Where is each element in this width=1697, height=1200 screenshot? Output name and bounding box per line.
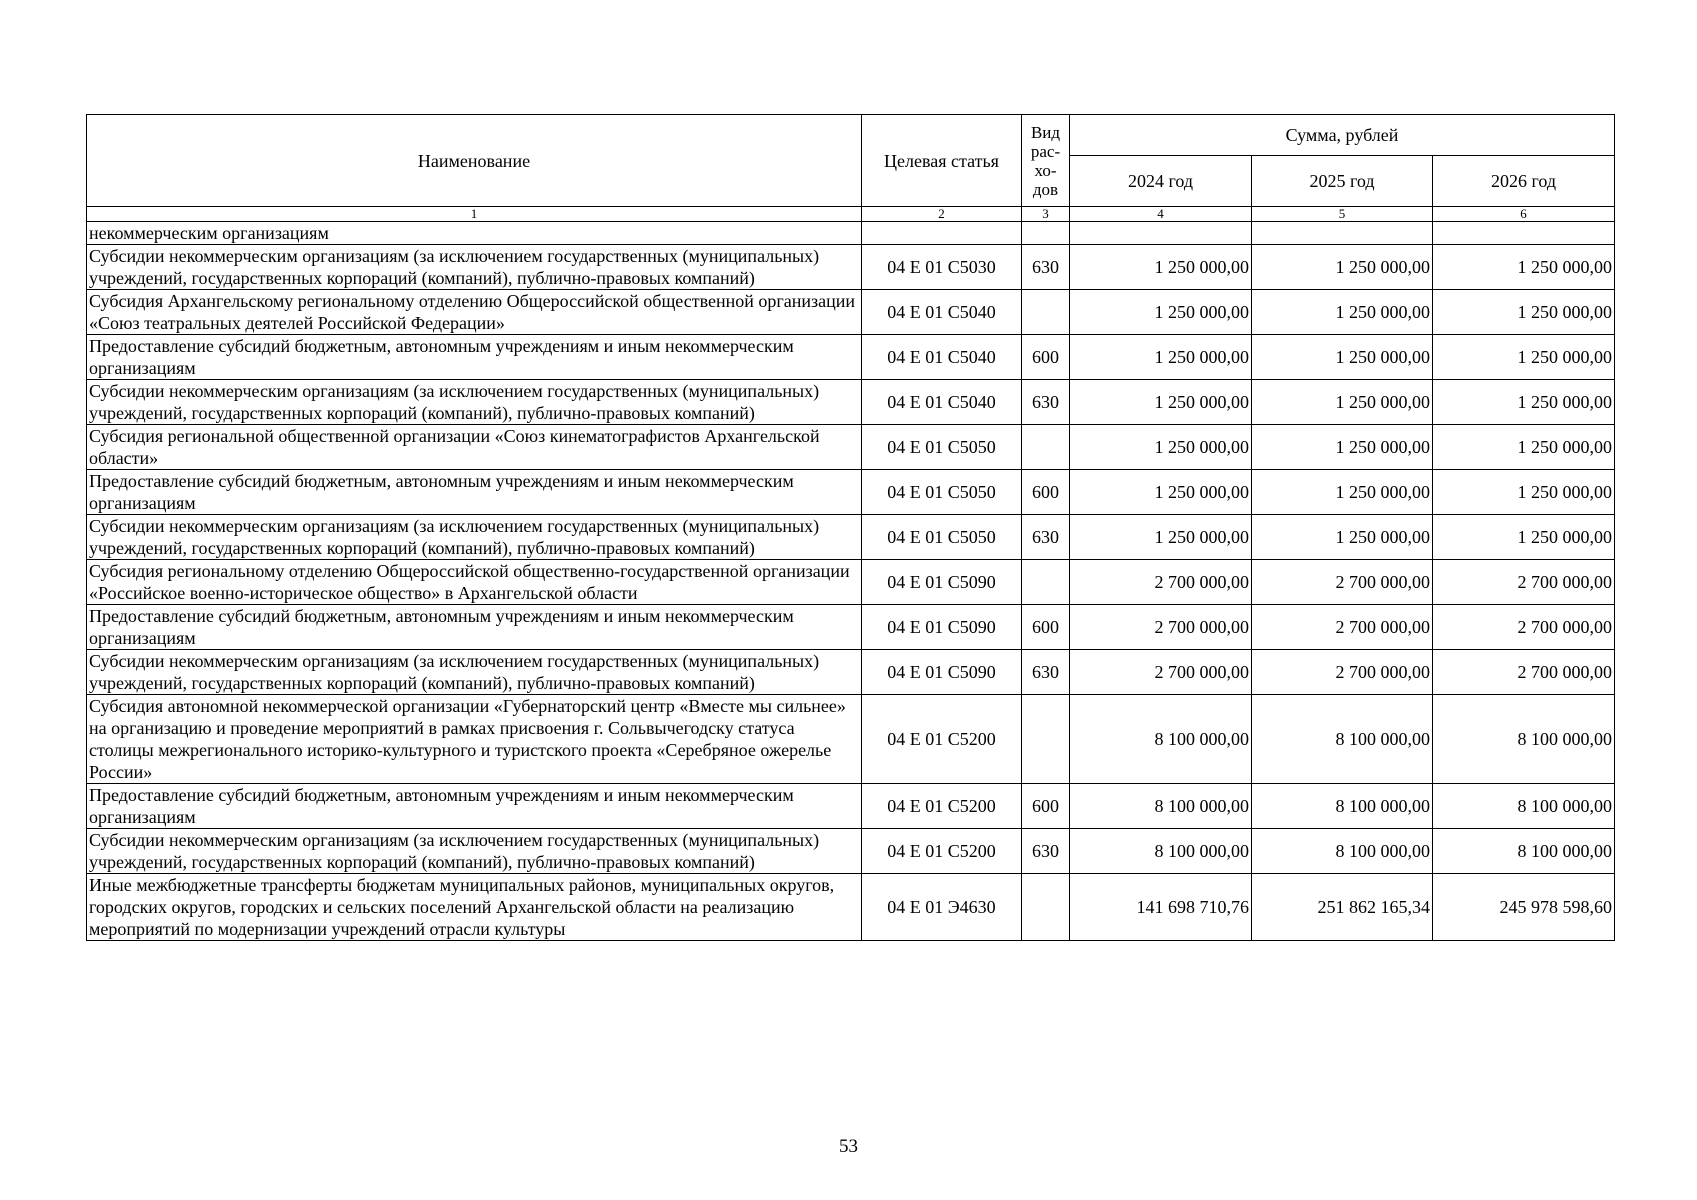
- row-expense-kind: 600: [1022, 605, 1070, 650]
- row-amount-2025: 1 250 000,00: [1252, 335, 1433, 380]
- row-expense-kind: [1022, 425, 1070, 470]
- row-name: некоммерческим организациям: [87, 222, 862, 245]
- row-name: Предоставление субсидий бюджетным, автономным учреждениям и иным некоммерческим организациям: [87, 470, 862, 515]
- table-row: [87, 380, 1615, 425]
- row-amount-2024: 1 250 000,00: [1070, 380, 1252, 425]
- row-amount-2025: 2 700 000,00: [1252, 605, 1433, 650]
- header-sum: Сумма, рублей: [1070, 115, 1615, 156]
- row-expense-kind: [1022, 290, 1070, 335]
- row-amount-2024: 2 700 000,00: [1070, 605, 1252, 650]
- row-amount-2024: 2 700 000,00: [1070, 650, 1252, 695]
- row-amount-2025: 251 862 165,34: [1252, 874, 1433, 941]
- row-amount-2026: 1 250 000,00: [1433, 380, 1615, 425]
- row-amount-2024: 1 250 000,00: [1070, 425, 1252, 470]
- row-amount-2024: 1 250 000,00: [1070, 245, 1252, 290]
- row-amount-2026: 1 250 000,00: [1433, 290, 1615, 335]
- row-target-article: 04 Е 01 С5200: [862, 829, 1022, 874]
- row-amount-2025: 1 250 000,00: [1252, 470, 1433, 515]
- column-number: 2: [862, 207, 1022, 222]
- row-name: Субсидия региональному отделению Общероссийской общественно-государственной организации «Российское военно-историческое общество» в Архангельской области: [87, 560, 862, 605]
- table-row: [87, 829, 1615, 874]
- row-amount-2024: [1070, 222, 1252, 245]
- table-row: [87, 222, 1615, 245]
- row-amount-2024: 1 250 000,00: [1070, 515, 1252, 560]
- header-name: Наименование: [87, 115, 862, 207]
- row-target-article: 04 Е 01 Э4630: [862, 874, 1022, 941]
- row-name: Предоставление субсидий бюджетным, автономным учреждениям и иным некоммерческим организациям: [87, 784, 862, 829]
- row-name: Субсидия региональной общественной организации «Союз кинематографистов Архангельской области»: [87, 425, 862, 470]
- row-amount-2025: 8 100 000,00: [1252, 784, 1433, 829]
- row-expense-kind: 630: [1022, 650, 1070, 695]
- row-amount-2025: 8 100 000,00: [1252, 829, 1433, 874]
- row-target-article: 04 Е 01 С5030: [862, 245, 1022, 290]
- row-name: Предоставление субсидий бюджетным, автономным учреждениям и иным некоммерческим организациям: [87, 335, 862, 380]
- row-amount-2026: 2 700 000,00: [1433, 560, 1615, 605]
- table-row: [87, 784, 1615, 829]
- row-target-article: 04 Е 01 С5040: [862, 290, 1022, 335]
- table-row: [87, 470, 1615, 515]
- row-name: Субсидии некоммерческим организациям (за исключением государственных (муниципальных) учреждений, государственных корпораций (компаний), публично-правовых компаний): [87, 245, 862, 290]
- row-target-article: 04 Е 01 С5040: [862, 335, 1022, 380]
- row-expense-kind: [1022, 560, 1070, 605]
- row-amount-2026: 2 700 000,00: [1433, 650, 1615, 695]
- row-amount-2025: 1 250 000,00: [1252, 515, 1433, 560]
- row-amount-2024: 8 100 000,00: [1070, 829, 1252, 874]
- column-number: 6: [1433, 207, 1615, 222]
- row-amount-2026: 8 100 000,00: [1433, 695, 1615, 784]
- header-expense-kind: Вид рас-хо-дов: [1022, 115, 1070, 207]
- table-body: [87, 222, 1615, 941]
- table-row: [87, 335, 1615, 380]
- row-target-article: 04 Е 01 С5040: [862, 380, 1022, 425]
- row-amount-2026: 1 250 000,00: [1433, 470, 1615, 515]
- row-amount-2025: 1 250 000,00: [1252, 290, 1433, 335]
- row-amount-2025: 1 250 000,00: [1252, 245, 1433, 290]
- table-row: [87, 695, 1615, 784]
- table-row: [87, 515, 1615, 560]
- row-name: Предоставление субсидий бюджетным, автономным учреждениям и иным некоммерческим организациям: [87, 605, 862, 650]
- row-target-article: 04 Е 01 С5200: [862, 784, 1022, 829]
- row-amount-2026: 1 250 000,00: [1433, 335, 1615, 380]
- table-row: [87, 605, 1615, 650]
- row-expense-kind: 600: [1022, 335, 1070, 380]
- row-amount-2025: 8 100 000,00: [1252, 695, 1433, 784]
- row-name: Иные межбюджетные трансферты бюджетам муниципальных районов, муниципальных округов, городских округов, городских и сельских поселений Архангельской области на реализацию мероприятий по модернизации учреждений отрасли культуры: [87, 874, 862, 941]
- row-amount-2024: 1 250 000,00: [1070, 335, 1252, 380]
- row-amount-2024: 8 100 000,00: [1070, 784, 1252, 829]
- column-number: 4: [1070, 207, 1252, 222]
- column-number: 5: [1252, 207, 1433, 222]
- row-amount-2024: 1 250 000,00: [1070, 470, 1252, 515]
- row-amount-2025: [1252, 222, 1433, 245]
- row-amount-2026: 8 100 000,00: [1433, 829, 1615, 874]
- row-expense-kind: 630: [1022, 380, 1070, 425]
- row-name: Субсидии некоммерческим организациям (за исключением государственных (муниципальных) учреждений, государственных корпораций (компаний), публично-правовых компаний): [87, 380, 862, 425]
- budget-table: [86, 114, 1615, 941]
- table-row: [87, 650, 1615, 695]
- row-amount-2026: 8 100 000,00: [1433, 784, 1615, 829]
- table-row: [87, 290, 1615, 335]
- row-expense-kind: [1022, 695, 1070, 784]
- row-target-article: 04 Е 01 С5050: [862, 515, 1022, 560]
- row-expense-kind: [1022, 874, 1070, 941]
- row-amount-2026: 2 700 000,00: [1433, 605, 1615, 650]
- column-number: 1: [87, 207, 862, 222]
- row-amount-2026: [1433, 222, 1615, 245]
- row-amount-2026: 1 250 000,00: [1433, 245, 1615, 290]
- row-target-article: 04 Е 01 С5050: [862, 425, 1022, 470]
- page-number: 53: [839, 1136, 858, 1157]
- row-name: Субсидии некоммерческим организациям (за исключением государственных (муниципальных) учреждений, государственных корпораций (компаний), публично-правовых компаний): [87, 515, 862, 560]
- table-row: [87, 874, 1615, 941]
- row-amount-2025: 1 250 000,00: [1252, 380, 1433, 425]
- header-year-2025: 2025 год: [1252, 156, 1433, 207]
- column-number: 3: [1022, 207, 1070, 222]
- row-target-article: 04 Е 01 С5050: [862, 470, 1022, 515]
- table-row: [87, 245, 1615, 290]
- row-amount-2025: 2 700 000,00: [1252, 650, 1433, 695]
- row-amount-2025: 1 250 000,00: [1252, 425, 1433, 470]
- table-row: [87, 560, 1615, 605]
- row-amount-2026: 1 250 000,00: [1433, 515, 1615, 560]
- row-amount-2026: 245 978 598,60: [1433, 874, 1615, 941]
- row-amount-2024: 1 250 000,00: [1070, 290, 1252, 335]
- row-expense-kind: 630: [1022, 515, 1070, 560]
- row-amount-2024: 8 100 000,00: [1070, 695, 1252, 784]
- row-expense-kind: 600: [1022, 470, 1070, 515]
- row-name: Субсидия автономной некоммерческой организации «Губернаторский центр «Вместе мы сильнее» на организацию и проведение мероприятий в рамках присвоения г. Сольвычегодску статуса столицы межрегионального историко-культурного и туристского проекта «Серебряное ожерелье России»: [87, 695, 862, 784]
- row-expense-kind: 600: [1022, 784, 1070, 829]
- header-target-article: Целевая статья: [862, 115, 1022, 207]
- header-year-2024: 2024 год: [1070, 156, 1252, 207]
- row-amount-2024: 141 698 710,76: [1070, 874, 1252, 941]
- row-target-article: 04 Е 01 С5200: [862, 695, 1022, 784]
- row-name: Субсидия Архангельскому региональному отделению Общероссийской общественной организации «Союз театральных деятелей Российской Федерации»: [87, 290, 862, 335]
- row-target-article: [862, 222, 1022, 245]
- row-amount-2025: 2 700 000,00: [1252, 560, 1433, 605]
- row-expense-kind: 630: [1022, 245, 1070, 290]
- row-target-article: 04 Е 01 С5090: [862, 560, 1022, 605]
- row-target-article: 04 Е 01 С5090: [862, 650, 1022, 695]
- row-name: Субсидии некоммерческим организациям (за исключением государственных (муниципальных) учреждений, государственных корпораций (компаний), публично-правовых компаний): [87, 650, 862, 695]
- row-target-article: 04 Е 01 С5090: [862, 605, 1022, 650]
- header-year-2026: 2026 год: [1433, 156, 1615, 207]
- row-name: Субсидии некоммерческим организациям (за исключением государственных (муниципальных) учреждений, государственных корпораций (компаний), публично-правовых компаний): [87, 829, 862, 874]
- row-amount-2026: 1 250 000,00: [1433, 425, 1615, 470]
- table-row: [87, 425, 1615, 470]
- row-amount-2024: 2 700 000,00: [1070, 560, 1252, 605]
- row-expense-kind: [1022, 222, 1070, 245]
- row-expense-kind: 630: [1022, 829, 1070, 874]
